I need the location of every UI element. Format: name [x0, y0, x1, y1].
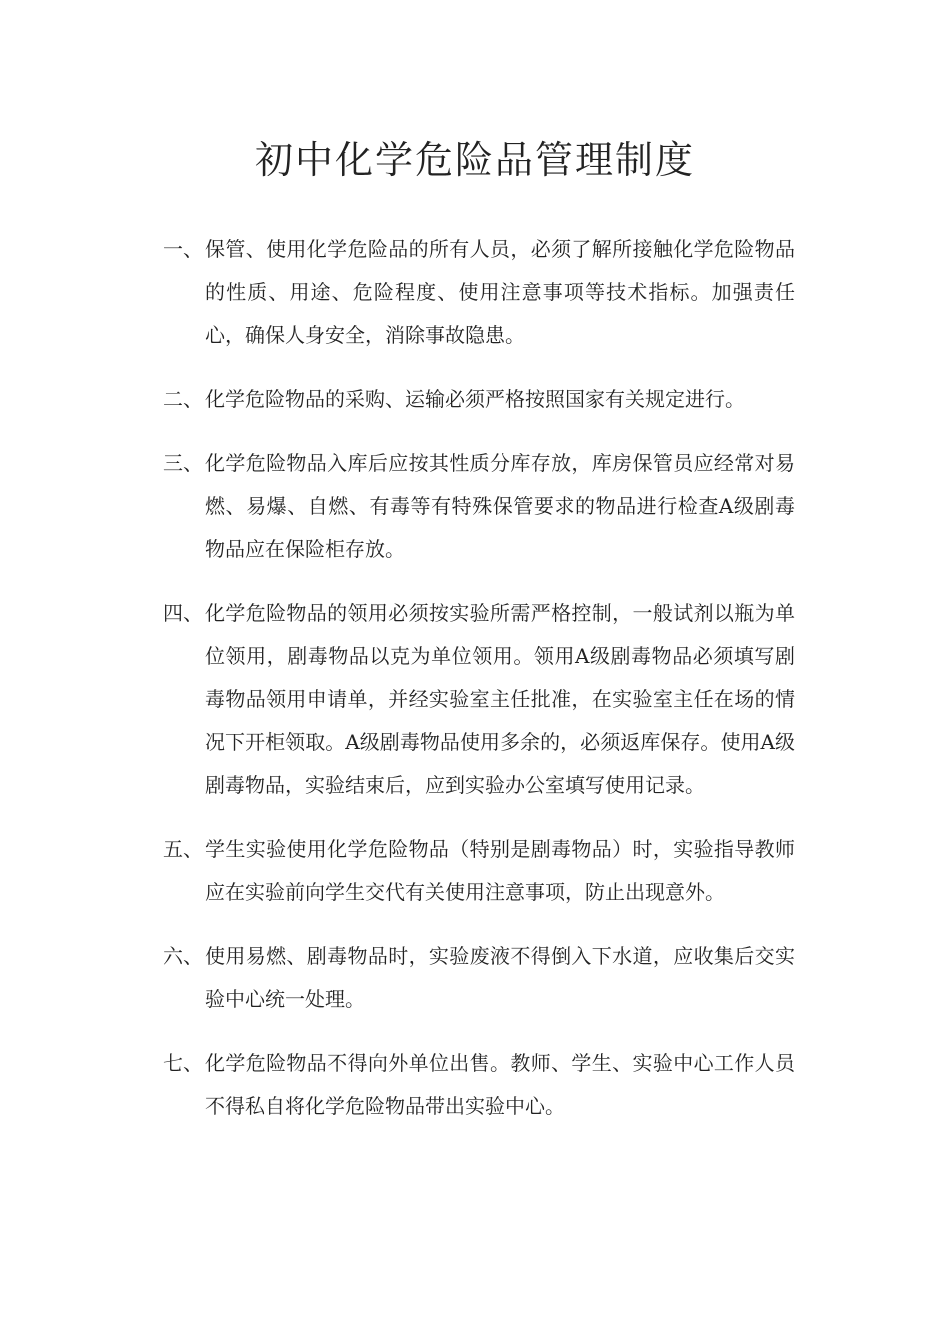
rule-number: 五、 — [163, 837, 203, 861]
rule-number: 一、 — [163, 237, 203, 261]
rule-number: 三、 — [163, 451, 203, 475]
rule-item-5 — [163, 828, 795, 914]
rule-number: 六、 — [163, 944, 203, 968]
document-title: 初中化学危险品管理制度 — [254, 138, 695, 182]
rule-item-2 — [163, 378, 795, 421]
rule-text: 使用易燃、剧毒物品时，实验废液不得倒入下水道，应收集后交实验中心统一处理。 — [205, 944, 795, 1011]
rule-item-4 — [163, 592, 795, 807]
rule-item-1 — [163, 228, 795, 357]
rule-number: 七、 — [163, 1051, 203, 1075]
rule-item-3 — [163, 442, 795, 571]
rule-text: 保管、使用化学危险品的所有人员，必须了解所接触化学危险物品的性质、用途、危险程度、使用注意事项等技术指标。加强责任心，确保人身安全，消除事故隐患。 — [205, 237, 795, 347]
rule-text: 化学危险物品的采购、运输必须严格按照国家有关规定进行。 — [205, 387, 745, 411]
rule-text: 化学危险物品入库后应按其性质分库存放，库房保管员应经常对易燃、易爆、自燃、有毒等有特殊保管要求的物品进行检查A级剧毒物品应在保险柜存放。 — [205, 451, 795, 561]
rule-item-7 — [163, 1042, 795, 1128]
rule-text: 学生实验使用化学危险物品（特别是剧毒物品）时，实验指导教师应在实验前向学生交代有关使用注意事项，防止出现意外。 — [205, 837, 795, 904]
rule-text: 化学危险物品的领用必须按实验所需严格控制，一般试剂以瓶为单位领用，剧毒物品以克为单位领用。领用A级剧毒物品必须填写剧毒物品领用申请单，并经实验室主任批准，在实验室主任在场的情况下开柜领取。A级剧毒物品使用多余的，必须返库保存。使用A级剧毒物品，实验结束后，应到实验办公室填写使用记录。 — [205, 601, 795, 797]
rule-item-6 — [163, 935, 795, 1021]
rule-number: 二、 — [163, 387, 203, 411]
rule-number: 四、 — [163, 601, 203, 625]
rule-text: 化学危险物品不得向外单位出售。教师、学生、实验中心工作人员不得私自将化学危险物品带出实验中心。 — [205, 1051, 795, 1118]
rules-list — [163, 228, 795, 1149]
